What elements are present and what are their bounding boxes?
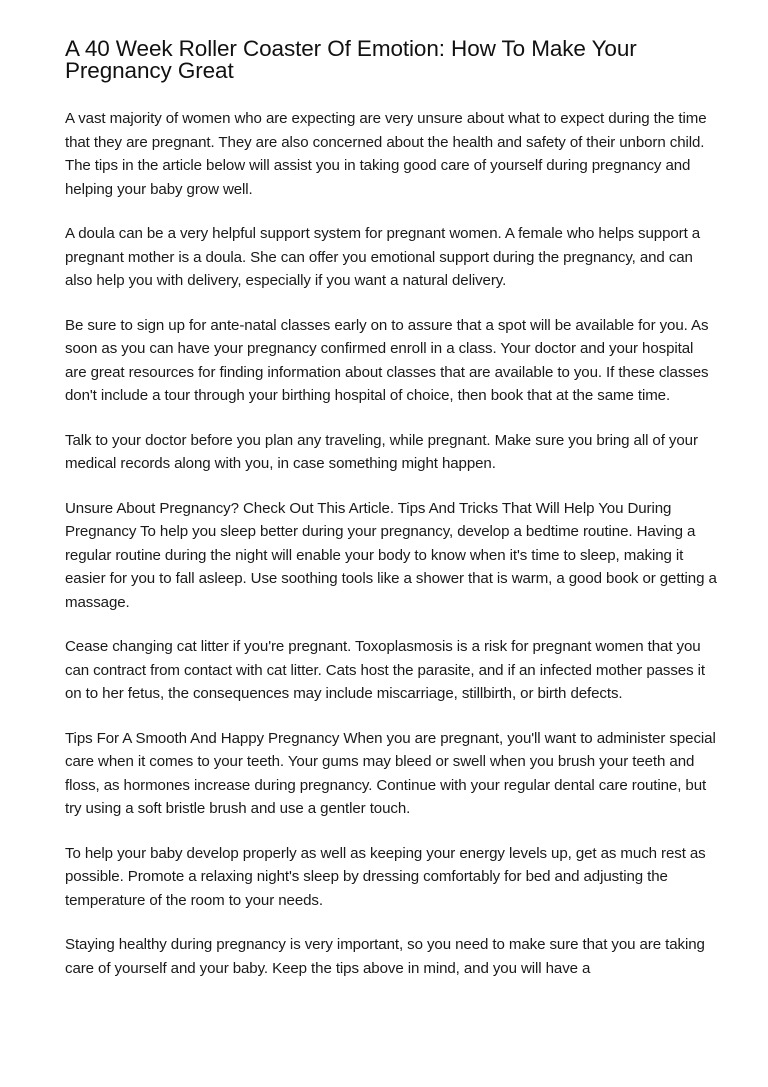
paragraph-traveling: Talk to your doctor before you plan any traveling, while pregnant. Make sure you bring all of your medical records along with you, in case something might happen. <box>65 431 698 472</box>
paragraph-ante-natal-classes: Be sure to sign up for ante-natal classes early on to assure that a spot will be available for you. As soon as you can have your pregnancy confirmed enroll in a class. Your doctor and your hospital are great resources for finding information about classes that are available to you. If these classes don't include a tour through your birthing hospital of choice, then book that at the same time. <box>65 316 709 404</box>
paragraph-rest: To help your baby develop properly as well as keeping your energy levels up, get as much rest as possible. Promote a relaxing night's sleep by dressing comfortably for bed and adjusting the temperature of the room to your needs. <box>65 844 706 909</box>
article-body <box>65 107 717 980</box>
paragraph-intro: A vast majority of women who are expecting are very unsure about what to expect during the time that they are pregnant. They are also concerned about the health and safety of their unborn child. The tips in the article below will assist you in taking good care of yourself during pregnancy and helping your baby grow well. <box>65 110 707 198</box>
paragraph-doula: A doula can be a very helpful support system for pregnant women. A female who helps support a pregnant mother is a doula. She can offer you emotional support during the pregnancy, and can also help you with delivery, especially if you want a natural delivery. <box>65 225 701 289</box>
paragraph-staying-healthy: Staying healthy during pregnancy is very important, so you need to make sure that you are taking care of yourself and your baby. Keep the tips above in mind, and you will have a <box>65 936 705 977</box>
document-page <box>65 38 717 1001</box>
page-title: A 40 Week Roller Coaster Of Emotion: How To Make Your Pregnancy Great <box>65 36 637 83</box>
paragraph-dental-care: Tips For A Smooth And Happy Pregnancy When you are pregnant, you'll want to administer special care when it comes to your teeth. Your gums may bleed or swell when you brush your teeth and floss, as hormones increase during pregnancy. Continue with your regular dental care routine, but try using a soft bristle brush and use a gentler touch. <box>65 729 716 817</box>
paragraph-cat-litter: Cease changing cat litter if you're pregnant. Toxoplasmosis is a risk for pregnant women that you can contract from contact with cat litter. Cats host the parasite, and if an infected mother passes it on to her fetus, the consequences may include miscarriage, stillbirth, or birth defects. <box>65 638 705 702</box>
paragraph-sleep-routine: Unsure About Pregnancy? Check Out This Article. Tips And Tricks That Will Help You During Pregnancy To help you sleep better during your pregnancy, develop a bedtime routine. Having a regular routine during the night will enable your body to know when it's time to sleep, making it easier for you to fall asleep. Use soothing tools like a shower that is warm, a good book or getting a massage. <box>65 499 717 611</box>
